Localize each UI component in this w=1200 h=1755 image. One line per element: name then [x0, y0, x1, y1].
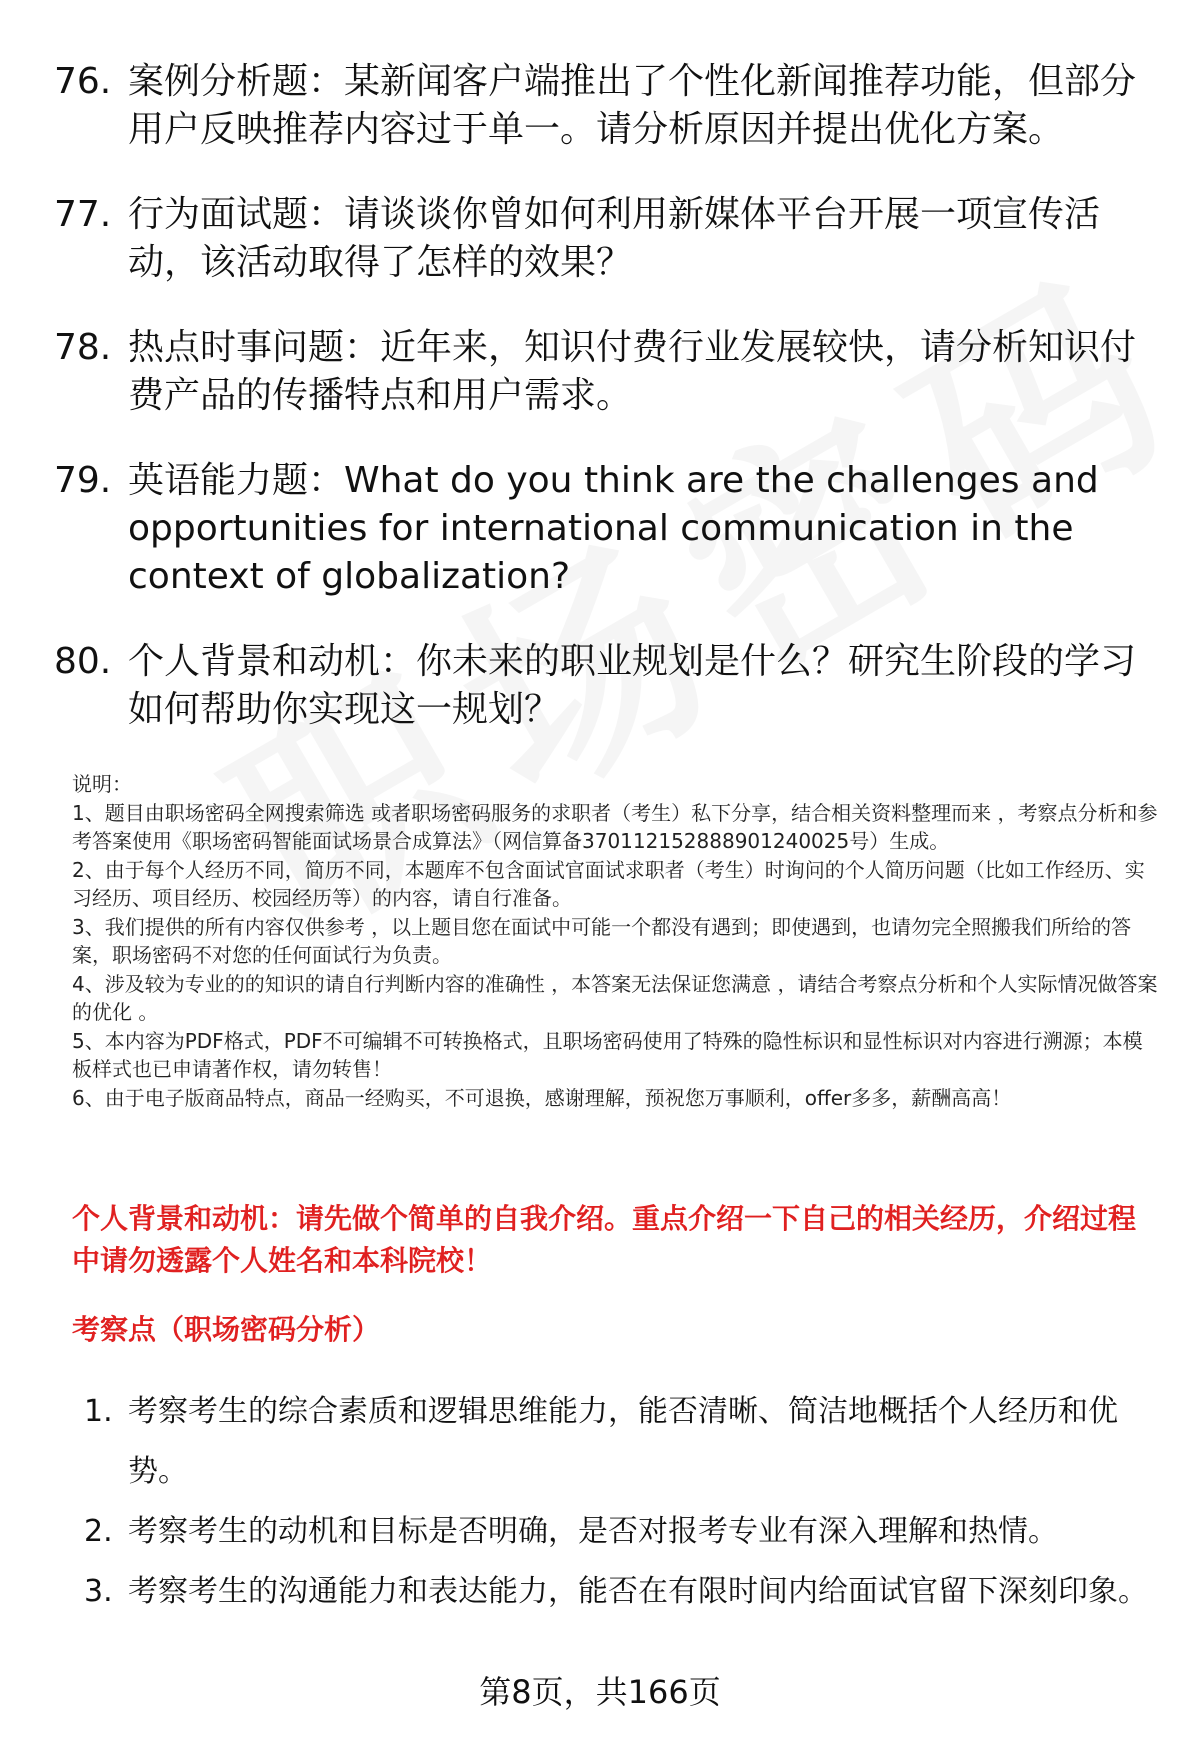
question-item: [54, 457, 1164, 601]
question-text: 行为面试题：请谈谈你曾如何利用新媒体平台开展一项宣传活动，该活动取得了怎样的效果？: [128, 194, 1101, 283]
point-number: 2.: [84, 1514, 113, 1549]
question-number: 78.: [54, 327, 112, 368]
point-item: [84, 1502, 1164, 1562]
question-item: [54, 191, 1164, 287]
point-number: 3.: [84, 1574, 113, 1609]
section-title: 考察点（职场密码分析）: [72, 1313, 381, 1346]
point-text: 考察考生的综合素质和逻辑思维能力，能否清晰、简洁地概括个人经历和优势。: [128, 1394, 1118, 1489]
question-text: 热点时事问题：近年来，知识付费行业发展较快，请分析知识付费产品的传播特点和用户需求。: [128, 327, 1137, 416]
note-item: 1、题目由职场密码全网搜索筛选 或者职场密码服务的求职者（考生）私下分享，结合相关资料整理而来 ，考察点分析和参考答案使用《职场密码智能面试场景合成算法》（网信算备370112152888901240025号）生成。: [72, 800, 1158, 853]
note-item: 2、由于每个人经历不同，简历不同，本题库不包含面试官面试求职者（考生）时询问的个人简历问题（比如工作经历、实习经历、项目经历、校园经历等）的内容，请自行准备。: [72, 857, 1145, 910]
disclaimer-notes: [72, 770, 1162, 1112]
point-text: 考察考生的动机和目标是否明确，是否对报考专业有深入理解和热情。: [128, 1514, 1058, 1549]
assessment-points: [84, 1382, 1164, 1622]
question-heading: 个人背景和动机：请先做个简单的自我介绍。重点介绍一下自己的相关经历，介绍过程中请勿透露个人姓名和本科院校！: [72, 1202, 1137, 1277]
point-text: 考察考生的沟通能力和表达能力，能否在有限时间内给面试官留下深刻印象。: [128, 1574, 1148, 1609]
note-item: 6、由于电子版商品特点，商品一经购买，不可退换，感谢理解，预祝您万事顺利，offer多多，薪酬高高！: [72, 1085, 1012, 1110]
note-item: 4、涉及较为专业的的知识的请自行判断内容的准确性 ，本答案无法保证您满意 ，请结合考察点分析和个人实际情况做答案的优化 。: [72, 971, 1158, 1024]
question-item: [54, 638, 1164, 734]
point-item: [84, 1562, 1164, 1622]
note-item: 5、本内容为PDF格式，PDF不可编辑不可转换格式，且职场密码使用了特殊的隐性标识和显性标识对内容进行溯源；本模板样式也已申请著作权，请勿转售！: [72, 1028, 1143, 1081]
question-text: 个人背景和动机：你未来的职业规划是什么？研究生阶段的学习如何帮助你实现这一规划？: [128, 641, 1137, 730]
question-number: 80.: [54, 641, 112, 682]
question-item: [54, 58, 1164, 154]
point-item: [84, 1382, 1164, 1502]
question-number: 76.: [54, 61, 112, 102]
question-text: 案例分析题：某新闻客户端推出了个性化新闻推荐功能，但部分用户反映推荐内容过于单一。请分析原因并提出优化方案。: [128, 61, 1137, 150]
question-item: [54, 324, 1164, 420]
page-footer: 第8页，共166页: [479, 1673, 721, 1711]
notes-heading: 说明：: [72, 772, 132, 796]
question-number: 77.: [54, 194, 112, 235]
question-list: [54, 58, 1164, 771]
question-number: 79.: [54, 460, 112, 501]
question-text: 英语能力题：What do you think are the challenges and opportunities for international communication in the context of globalization?: [128, 460, 1099, 597]
point-number: 1.: [84, 1394, 113, 1429]
note-item: 3、我们提供的所有内容仅供参考 ，以上题目您在面试中可能一个都没有遇到；即使遇到，也请勿完全照搬我们所给的答案，职场密码不对您的任何面试行为负责。: [72, 914, 1132, 967]
